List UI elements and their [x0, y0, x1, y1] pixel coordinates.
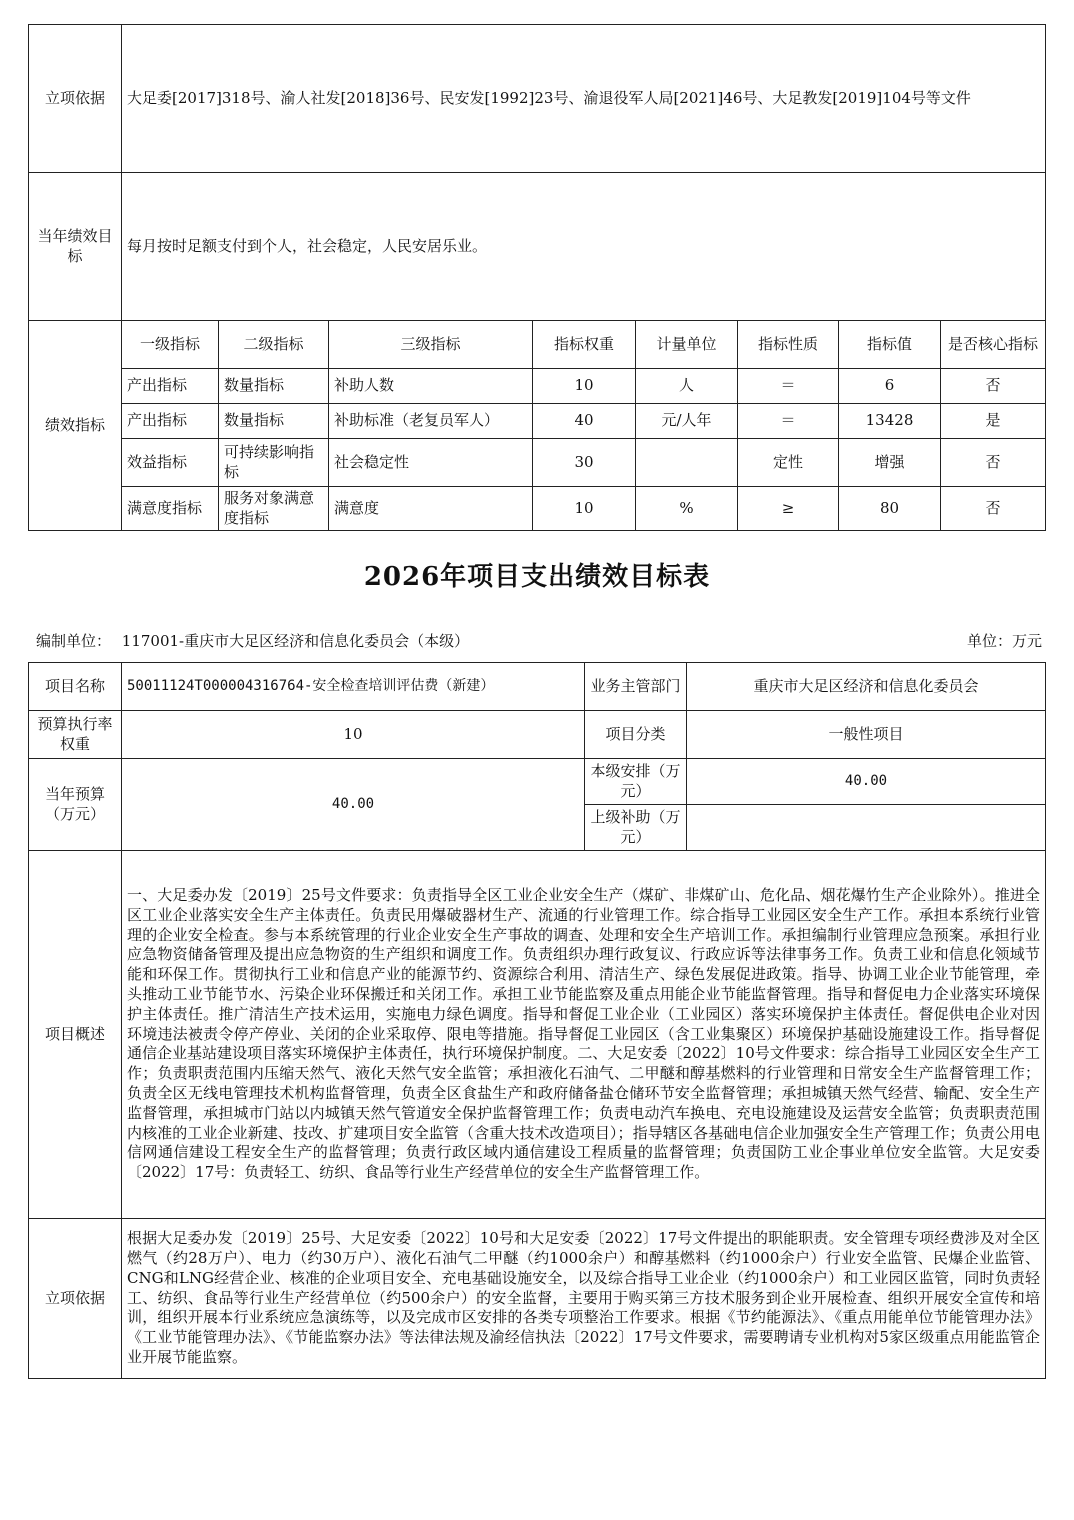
budget-value: 40.00 — [122, 759, 585, 851]
header-cell: 计量单位 — [636, 321, 738, 369]
table-cell: 10 — [533, 487, 636, 531]
org-prefix: 编制单位： — [36, 632, 112, 650]
table-row — [29, 369, 1046, 404]
overview-label: 项目概述 — [29, 851, 122, 1219]
header-cell: 三级指标 — [329, 321, 533, 369]
unit-line — [36, 630, 1042, 651]
table-cell: 产出指标 — [122, 369, 219, 404]
project-name-label: 项目名称 — [29, 663, 122, 711]
dept-label: 业务主管部门 — [585, 663, 687, 711]
org-name: 117001-重庆市大足区经济和信息化委员会（本级） — [121, 632, 470, 650]
table-cell: 补助人数 — [329, 369, 533, 404]
project-name-value: 50011124T000004316764-安全检查培训评估费（新建） — [122, 663, 585, 711]
table-cell: 10 — [533, 369, 636, 404]
budget-label: 当年预算（万元） — [29, 759, 122, 851]
table-cell: % — [636, 487, 738, 531]
rate-label: 预算执行率权重 — [29, 711, 122, 759]
header-cell: 指标值 — [839, 321, 941, 369]
perf-label: 绩效指标 — [29, 321, 122, 531]
project-basis-label: 立项依据 — [29, 1219, 122, 1379]
table-cell: ＝ — [738, 404, 839, 439]
project-table — [28, 662, 1046, 1379]
table-row — [29, 439, 1046, 487]
table-row — [29, 404, 1046, 439]
table-cell: 满意度指标 — [122, 487, 219, 531]
basis-text: 大足委[2017]318号、渝人社发[2018]36号、民安发[1992]23号、渝退役军人局[2021]46号、大足教发[2019]104号等文件 — [122, 25, 1046, 173]
table-cell: 13428 — [839, 404, 941, 439]
local-value: 40.00 — [687, 759, 1046, 805]
upper-value — [687, 805, 1046, 851]
basis-label: 立项依据 — [29, 25, 122, 173]
currency-unit: 单位：万元 — [966, 632, 1042, 650]
category-label: 项目分类 — [585, 711, 687, 759]
rate-value: 10 — [122, 711, 585, 759]
upper-label: 上级补助（万元） — [585, 805, 687, 851]
category-value: 一般性项目 — [687, 711, 1046, 759]
goal-text: 每月按时足额支付到个人，社会稳定，人民安居乐业。 — [122, 173, 1046, 321]
table-cell: 否 — [941, 487, 1046, 531]
table-row — [29, 487, 1046, 531]
header-cell: 一级指标 — [122, 321, 219, 369]
header-cell: 指标权重 — [533, 321, 636, 369]
table-cell: 80 — [839, 487, 941, 531]
header-cell: 是否核心指标 — [941, 321, 1046, 369]
table-cell: 数量指标 — [219, 369, 329, 404]
table-cell: 社会稳定性 — [329, 439, 533, 487]
table-cell: 是 — [941, 404, 1046, 439]
table-cell: 可持续影响指标 — [219, 439, 329, 487]
table-cell: 40 — [533, 404, 636, 439]
table-cell — [636, 439, 738, 487]
table-cell: 效益指标 — [122, 439, 219, 487]
table-cell: 6 — [839, 369, 941, 404]
table-cell: 否 — [941, 369, 1046, 404]
table-cell: 服务对象满意度指标 — [219, 487, 329, 531]
previous-project-table — [28, 24, 1046, 531]
project-basis-text: 根据大足委办发〔2019〕25号、大足安委〔2022〕10号和大足安委〔2022〕17号文件提出的职能职责。安全管理专项经费涉及对全区燃气（约28万户）、电力（约30万户）、液化石油气二甲醚（约1000余户）和醇基燃料（约1000余户）行业安全监管、民爆企业监管、CNG和LNG经营企业、核准的企业项目安全、充电基础设施安全，以及综合指导工业企业（约1000余户）和工业园区监管，同时负责轻工、纺织、食品等行业生产经营单位（约500余户）的安全监督，主要用于购买第三方技术服务到企业开展检查、组织开展安全宣传和培训，组织开展本行业系统应急演练等，以及完成市区安排的各类专项整治工作要求。根据《节约能源法》、《重点用能单位节能管理办法》《工业节能管理办法》、《节能监察办法》等法律法规及渝经信执法〔2022〕17号文件要求，需要聘请专业机构对5家区级重点用能监管企业开展节能监察。 — [122, 1219, 1046, 1379]
table-cell: 数量指标 — [219, 404, 329, 439]
table-cell: 人 — [636, 369, 738, 404]
local-label: 本级安排（万元） — [585, 759, 687, 805]
table-cell: 满意度 — [329, 487, 533, 531]
overview-text: 一、大足委办发〔2019〕25号文件要求：负责指导全区工业企业安全生产（煤矿、非煤矿山、危化品、烟花爆竹生产企业除外）。推进全区工业企业落实安全生产主体责任。负责民用爆破器材生产、流通的行业管理工作。综合指导工业园区安全生产工作。承担本系统行业管理的企业安全检查。参与本系统管理的行业企业安全生产事故的调查、处理和安全生产培训工作。承担编制行业管理应急预案。承担行业应急物资储备管理及提出应急物资的生产组织和调度工作。负责组织办理行政复议、行政应诉等法律事务工作。负责工业和信息化领域节能和环保工作。贯彻执行工业和信息产业的能源节约、资源综合利用、清洁生产、绿色发展促进政策。指导、协调工业企业节能管理，牵头推动工业节能节水、污染企业环保搬迁和关闭工作。承担工业节能监察及重点用能企业节能监督管理。指导和督促电力企业落实环境保护主体责任。推广清洁生产技术运用，实施电力绿色调度。指导和督促工业企业（工业园区）落实环境保护主体责任。督促供电企业对因环境违法被责令停产停业、关闭的企业采取停、限电等措施。指导督促工业园区（含工业集聚区）环境保护基础设施建设工作。指导督促通信企业基站建设项目落实环境保护主体责任，执行环境保护制度。二、大足安委〔2022〕10号文件要求：综合指导工业园区安全生产工作；负责职责范围内压缩天然气、液化天然气安全监管；承担液化石油气、二甲醚和醇基燃料的行业管理和日常安全生产监督管理工作；负责全区无线电管理技术机构监督管理，负责全区食盐生产和政府储备盐仓储环节安全监督管理；承担城镇天然气经营、输配、安全生产监督管理，承担城市门站以内城镇天然气管道安全保护监督管理工作；负责电动汽车换电、充电设施建设及运营安全监管；负责职责范围内核准的工业企业新建、技改、扩建项目安全监管（含重大技术改造项目）；指导辖区各基础电信企业加强安全生产管理工作；负责公用电信网通信建设工程安全生产的监督管理；负责行政区域内通信建设工程质量的监督管理；负责国防工业企事业单位安全监管。大足安委〔2022〕17号：负责轻工、纺织、食品等行业生产经营单位的安全生产监督管理工作。 — [122, 851, 1046, 1219]
table-cell: 补助标准（老复员军人） — [329, 404, 533, 439]
header-cell: 二级指标 — [219, 321, 329, 369]
goal-label: 当年绩效目标 — [29, 173, 122, 321]
page-title: 2026年项目支出绩效目标表 — [363, 562, 711, 592]
table-cell: 产出指标 — [122, 404, 219, 439]
table-cell: 增强 — [839, 439, 941, 487]
table-cell: 元/人年 — [636, 404, 738, 439]
table-cell: 定性 — [738, 439, 839, 487]
table-cell: 否 — [941, 439, 1046, 487]
dept-value: 重庆市大足区经济和信息化委员会 — [687, 663, 1046, 711]
header-cell: 指标性质 — [738, 321, 839, 369]
table-cell: ≥ — [738, 487, 839, 531]
table-cell: 30 — [533, 439, 636, 487]
indicator-header-row — [29, 321, 1046, 369]
table-cell: ＝ — [738, 369, 839, 404]
